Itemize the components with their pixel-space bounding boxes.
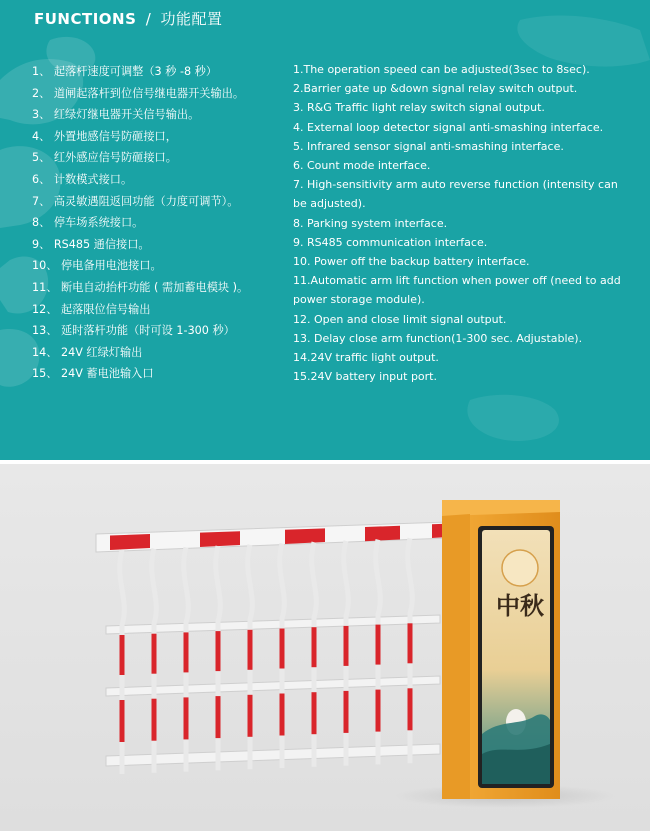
function-item-cn: 1、 起落杆速度可调整（3 秒 -8 秒） xyxy=(32,65,218,78)
top-boom xyxy=(96,522,448,552)
picket-red-band xyxy=(408,623,413,663)
function-item-cn: 6、 计数模式接口。 xyxy=(32,172,133,186)
product-photo xyxy=(0,464,650,831)
function-item-en: 14.24V traffic light output. xyxy=(293,351,439,365)
title-separator: / xyxy=(145,10,152,28)
functions-list-english xyxy=(293,60,623,386)
title-chinese: 功能配置 xyxy=(160,10,223,28)
picket-red-band xyxy=(312,627,317,667)
picket-red-band xyxy=(184,632,189,672)
fence-pickets xyxy=(120,538,413,774)
function-item-en: 7. High-sensitivity arm auto reverse function (intensity can be adjusted). xyxy=(293,178,618,211)
function-item-cn: 3、 红绿灯继电器开关信号输出。 xyxy=(32,108,200,122)
function-item-en: 12. Open and close limit signal output. xyxy=(293,312,507,326)
function-item-cn: 9、 RS485 通信接口。 xyxy=(32,237,150,251)
function-item-cn: 15、 24V 蓄电池输入口 xyxy=(32,367,154,381)
section-title xyxy=(34,8,223,29)
picket-red-band xyxy=(280,694,285,736)
function-item-cn: 4、 外置地感信号防砸接口， xyxy=(32,129,177,143)
moon-icon xyxy=(502,550,538,586)
function-item-en: 13. Delay close arm function(1-300 sec. Adjustable). xyxy=(293,331,583,345)
function-item-en: 6. Count mode interface. xyxy=(293,159,431,173)
function-item-cn: 11、 断电自动抬杆功能 ( 需加蓄电模块 )。 xyxy=(32,280,249,294)
barrier-gate-illustration xyxy=(0,464,650,831)
picket-red-band xyxy=(152,634,157,674)
picket-red-band xyxy=(376,625,381,665)
function-item-cn: 8、 停车场系统接口。 xyxy=(32,216,144,230)
function-item-en: 1.The operation speed can be adjusted(3sec to 8sec). xyxy=(293,63,590,76)
picket-red-band xyxy=(280,629,285,669)
function-item-cn: 2、 道闸起落杆到位信号继电器开关输出。 xyxy=(32,86,245,100)
picket-red-band xyxy=(408,688,413,730)
picket-red-band xyxy=(248,695,253,737)
picket-red-band xyxy=(216,631,221,671)
function-item-en: 5. Infrared sensor signal anti-smashing interface. xyxy=(293,139,564,153)
function-item-en: 11.Automatic arm lift function when power off (need to add power storage module). xyxy=(293,274,621,307)
function-item-cn: 12、 起落限位信号输出 xyxy=(32,302,151,316)
picket-red-band xyxy=(120,635,125,675)
function-item-cn: 7、 高灵敏遇阻返回功能（力度可调节）。 xyxy=(32,194,239,208)
function-item-cn: 14、 24V 红绿灯输出 xyxy=(32,345,143,359)
picket-red-band xyxy=(248,630,253,670)
picket-red-band xyxy=(376,690,381,732)
picket-red-band xyxy=(120,700,125,742)
gate-cabinet xyxy=(442,500,560,799)
function-item-en: 15.24V battery input port. xyxy=(293,370,437,384)
function-item-en: 8. Parking system interface. xyxy=(293,216,448,230)
picket-red-band xyxy=(344,626,349,666)
function-item-cn: 13、 延时落杆功能（时可设 1-300 秒） xyxy=(32,324,235,338)
title-english: FUNCTIONS xyxy=(34,10,137,28)
function-item-cn: 10、 停电备用电池接口。 xyxy=(32,259,162,273)
picket-red-band xyxy=(216,696,221,738)
function-item-en: 2.Barrier gate up &down signal relay switch output. xyxy=(293,82,578,96)
function-item-en: 10. Power off the backup battery interface. xyxy=(293,255,530,269)
screen-art-text: 中秋 xyxy=(496,591,544,620)
functions-list-chinese xyxy=(32,61,248,385)
function-item-en: 4. External loop detector signal anti-smashing interface. xyxy=(293,120,604,134)
picket-red-band xyxy=(312,692,317,734)
picket-red-band xyxy=(344,691,349,733)
picket-red-band xyxy=(152,699,157,741)
function-item-en: 3. R&G Traffic light relay switch signal output. xyxy=(293,101,545,115)
picket-red-band xyxy=(184,697,189,739)
function-item-en: 9. RS485 communication interface. xyxy=(293,235,488,249)
function-item-cn: 5、 红外感应信号防砸接口。 xyxy=(32,151,177,165)
